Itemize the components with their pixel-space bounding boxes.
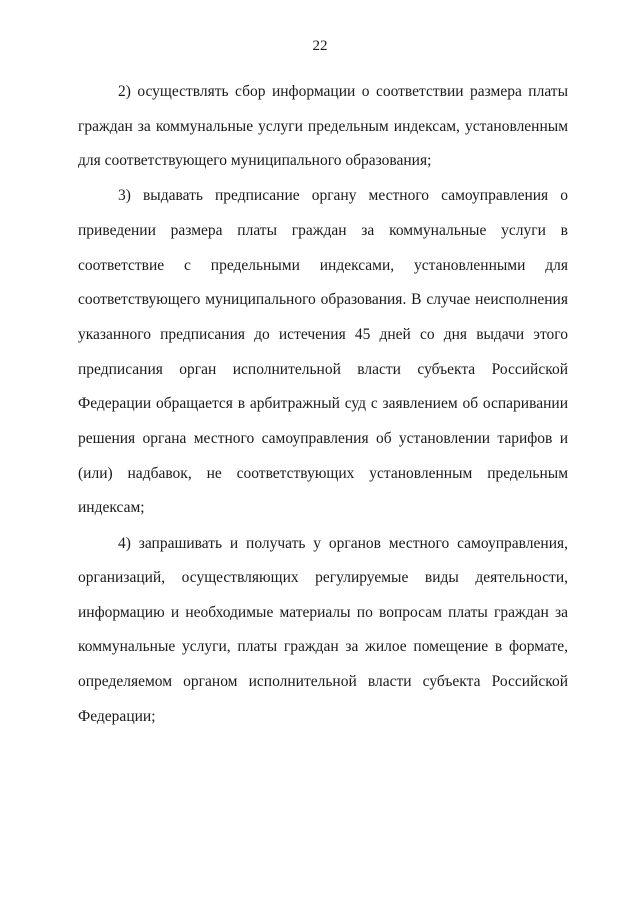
text-line: Федерации обращается в арбитражный суд с заявлением об оспаривании <box>78 395 568 412</box>
text-line: 4) запрашивать и получать у органов местного самоуправления, <box>118 535 568 552</box>
text-line: Федерации; <box>78 708 156 725</box>
page-number: 22 <box>312 38 328 54</box>
text-line: коммунальные услуги, платы граждан за жилое помещение в формате, <box>78 638 568 655</box>
text-line: информацию и необходимые материалы по вопросам платы граждан за <box>78 604 568 621</box>
text-line: организаций, осуществляющих регулируемые виды деятельности, <box>78 569 568 586</box>
text-line: приведении размера платы граждан за коммунальные услуги в <box>78 222 568 239</box>
text-line: решения органа местного самоуправления об установлении тарифов и <box>78 430 568 447</box>
text-line: указанного предписания до истечения 45 дней со дня выдачи этого <box>78 326 568 343</box>
text-line: граждан за коммунальные услуги предельным индексам, установленным <box>78 118 568 135</box>
text-line: соответствие с предельными индексами, установленными для <box>78 257 568 274</box>
text-line: определяемом органом исполнительной власти субъекта Российской <box>78 673 568 690</box>
text-line: (или) надбавок, не соответствующих установленным предельным <box>78 465 568 482</box>
text-line: соответствующего муниципального образования. В случае неисполнения <box>78 291 568 308</box>
text-line: предписания орган исполнительной власти субъекта Российской <box>78 361 568 378</box>
text-line: 2) осуществлять сбор информации о соответствии размера платы <box>118 83 568 100</box>
text-line: для соответствующего муниципального образования; <box>78 152 432 169</box>
text-line: индексам; <box>78 499 145 516</box>
text-line: 3) выдавать предписание органу местного самоуправления о <box>118 187 568 204</box>
